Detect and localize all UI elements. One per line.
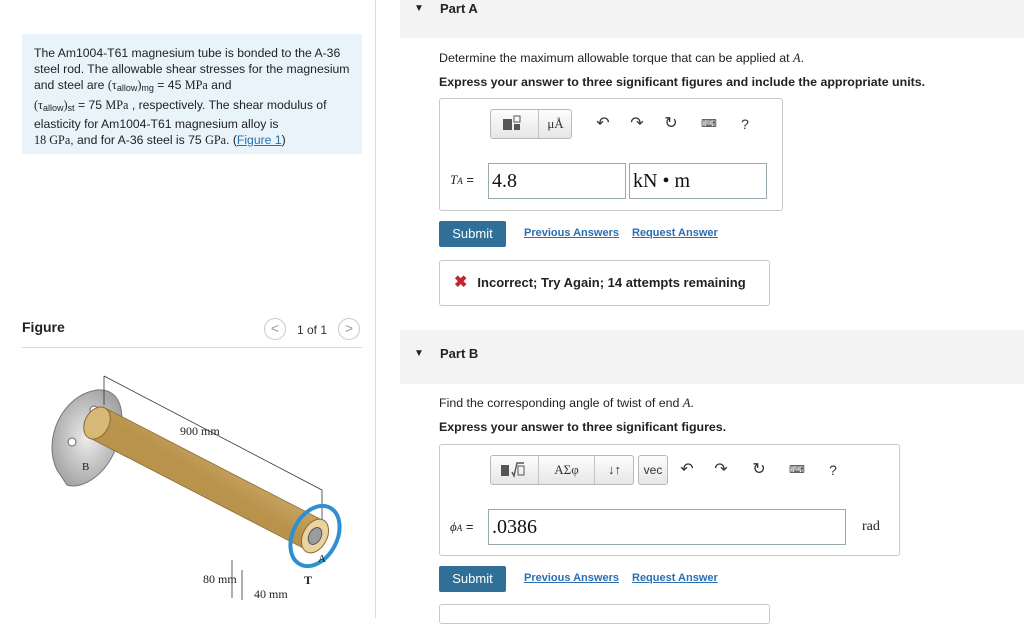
page-indicator: 1 of 1 — [297, 323, 328, 337]
part-a-answer-box — [439, 98, 783, 211]
incorrect-icon: ✖ — [454, 274, 468, 291]
part-b-submit-button[interactable]: Submit — [439, 566, 506, 592]
reset-icon[interactable]: ↻ — [664, 115, 678, 132]
part-a-question: Determine the maximum allowable torque that can be applied at A. — [439, 51, 805, 65]
problem-statement: The Am1004-T61 magnesium tube is bonded to the A-36 steel rod. The allowable shear stresses for the magnesium and steel are $(\tau_{allow})_{mg} = 45$ MPa and $(\tau_{allow})_{st} = 75$ MPa , respectively. The shear modulus of elasticity for Am1004-T61 magnesium alloy is 18 GPa, and for A-36 steel is 75 GPa. (Figure 1) — [22, 34, 362, 154]
vec-button[interactable]: vec — [643, 463, 663, 477]
part-b-question: Find the corresponding angle of twist of end A. — [439, 396, 694, 410]
help-button[interactable]: ? — [829, 462, 837, 478]
variable-label: TA = — [450, 172, 474, 187]
mg-subscript: mg — [141, 83, 154, 94]
figure-illustration — [22, 350, 362, 618]
undo-icon[interactable]: ↶ — [596, 115, 610, 132]
keyboard-icon[interactable]: ⌨ — [789, 464, 805, 476]
figure-link[interactable]: Figure 1 — [236, 133, 282, 148]
toolbar-group — [490, 455, 634, 485]
st-value: = 75 — [74, 97, 106, 112]
collapse-icon[interactable]: ▼ — [414, 348, 424, 359]
st-subscript: st — [67, 102, 75, 113]
part-a-label: Part A — [440, 1, 478, 16]
redo-icon[interactable]: ↷ — [714, 461, 728, 478]
template-button[interactable] — [491, 110, 539, 138]
paren-close: ) — [137, 78, 142, 93]
keyboard-icon[interactable]: ⌨ — [701, 118, 717, 130]
mpa-unit: MPa — [184, 78, 208, 93]
allow-subscript: allow — [116, 83, 138, 94]
length-label: 900 mm — [180, 424, 220, 438]
toolbar-group — [490, 109, 572, 139]
feedback-message: ✖ Incorrect; Try Again; 14 attempts remaining — [439, 260, 770, 306]
part-a-header[interactable] — [400, 0, 1024, 38]
request-answer-link[interactable]: Request Answer — [632, 227, 718, 239]
outer-diameter-label: 80 mm — [203, 572, 237, 586]
figure-header — [22, 316, 362, 348]
template-icon — [500, 114, 530, 134]
problem-text: , respectively. The shear modulus of elasticity for Am1004-T61 magnesium alloy is — [34, 97, 327, 131]
variable-label: ϕA = — [450, 519, 474, 534]
label-b: B — [82, 461, 90, 473]
request-answer-link[interactable]: Request Answer — [632, 572, 718, 584]
undo-icon[interactable]: ↶ — [680, 461, 694, 478]
label-a: A — [318, 553, 326, 565]
label-t: T — [304, 573, 313, 587]
template-button[interactable] — [491, 456, 539, 484]
part-a-instruction: Express your answer to three significant figures and include the appropriate units. — [439, 75, 926, 89]
redo-icon[interactable]: ↷ — [630, 115, 644, 132]
next-figure-button[interactable]: > — [338, 318, 360, 340]
collapse-icon[interactable]: ▼ — [414, 3, 424, 14]
part-b-instruction: Express your answer to three significant figures. — [439, 420, 727, 434]
part-b-feedback-box — [439, 604, 770, 624]
toolbar-group — [638, 455, 668, 485]
tau-symbol: (τ — [107, 78, 117, 93]
part-b-label: Part B — [440, 346, 479, 361]
part-b-answer-box — [439, 444, 900, 556]
greek-button[interactable]: ΑΣφ — [539, 456, 595, 484]
mpa-unit: MPa — [105, 97, 129, 112]
part-b-header[interactable] — [400, 330, 1024, 384]
column-divider — [375, 0, 376, 618]
value-input[interactable]: .0386 — [488, 509, 846, 545]
part-a-submit-button[interactable]: Submit — [439, 221, 506, 247]
gpa-unit: GPa — [205, 133, 227, 148]
units-button[interactable]: μÅ — [547, 116, 564, 131]
help-button[interactable]: ? — [741, 116, 749, 132]
previous-answers-link[interactable]: Previous Answers — [524, 572, 619, 584]
problem-text: The Am1004-T61 magnesium tube is bonded to the A-36 steel rod. The allowable shear stresses for the magnesium and steel are — [34, 46, 350, 93]
previous-answers-link[interactable]: Previous Answers — [524, 227, 619, 239]
gpa-value: 18 GPa — [34, 133, 71, 148]
inner-diameter-label: 40 mm — [254, 587, 288, 601]
prev-figure-button[interactable]: < — [264, 318, 286, 340]
mg-value: = 45 — [153, 78, 185, 93]
and-text: and — [207, 78, 232, 93]
units-input[interactable]: kN • m — [629, 163, 767, 199]
problem-text: , and for A-36 steel is 75 — [70, 133, 206, 148]
arrows-button[interactable]: ↓↑ — [608, 462, 621, 477]
units-label: rad — [862, 519, 880, 534]
value-input[interactable]: 4.8 — [488, 163, 626, 199]
figure-title: Figure — [22, 319, 65, 335]
tube-rod-diagram — [22, 350, 362, 618]
bolt — [68, 438, 76, 446]
reset-icon[interactable]: ↻ — [752, 461, 766, 478]
template-icon — [498, 460, 532, 480]
problem-text: ) — [281, 133, 286, 148]
problem-text: . ( — [226, 133, 237, 148]
